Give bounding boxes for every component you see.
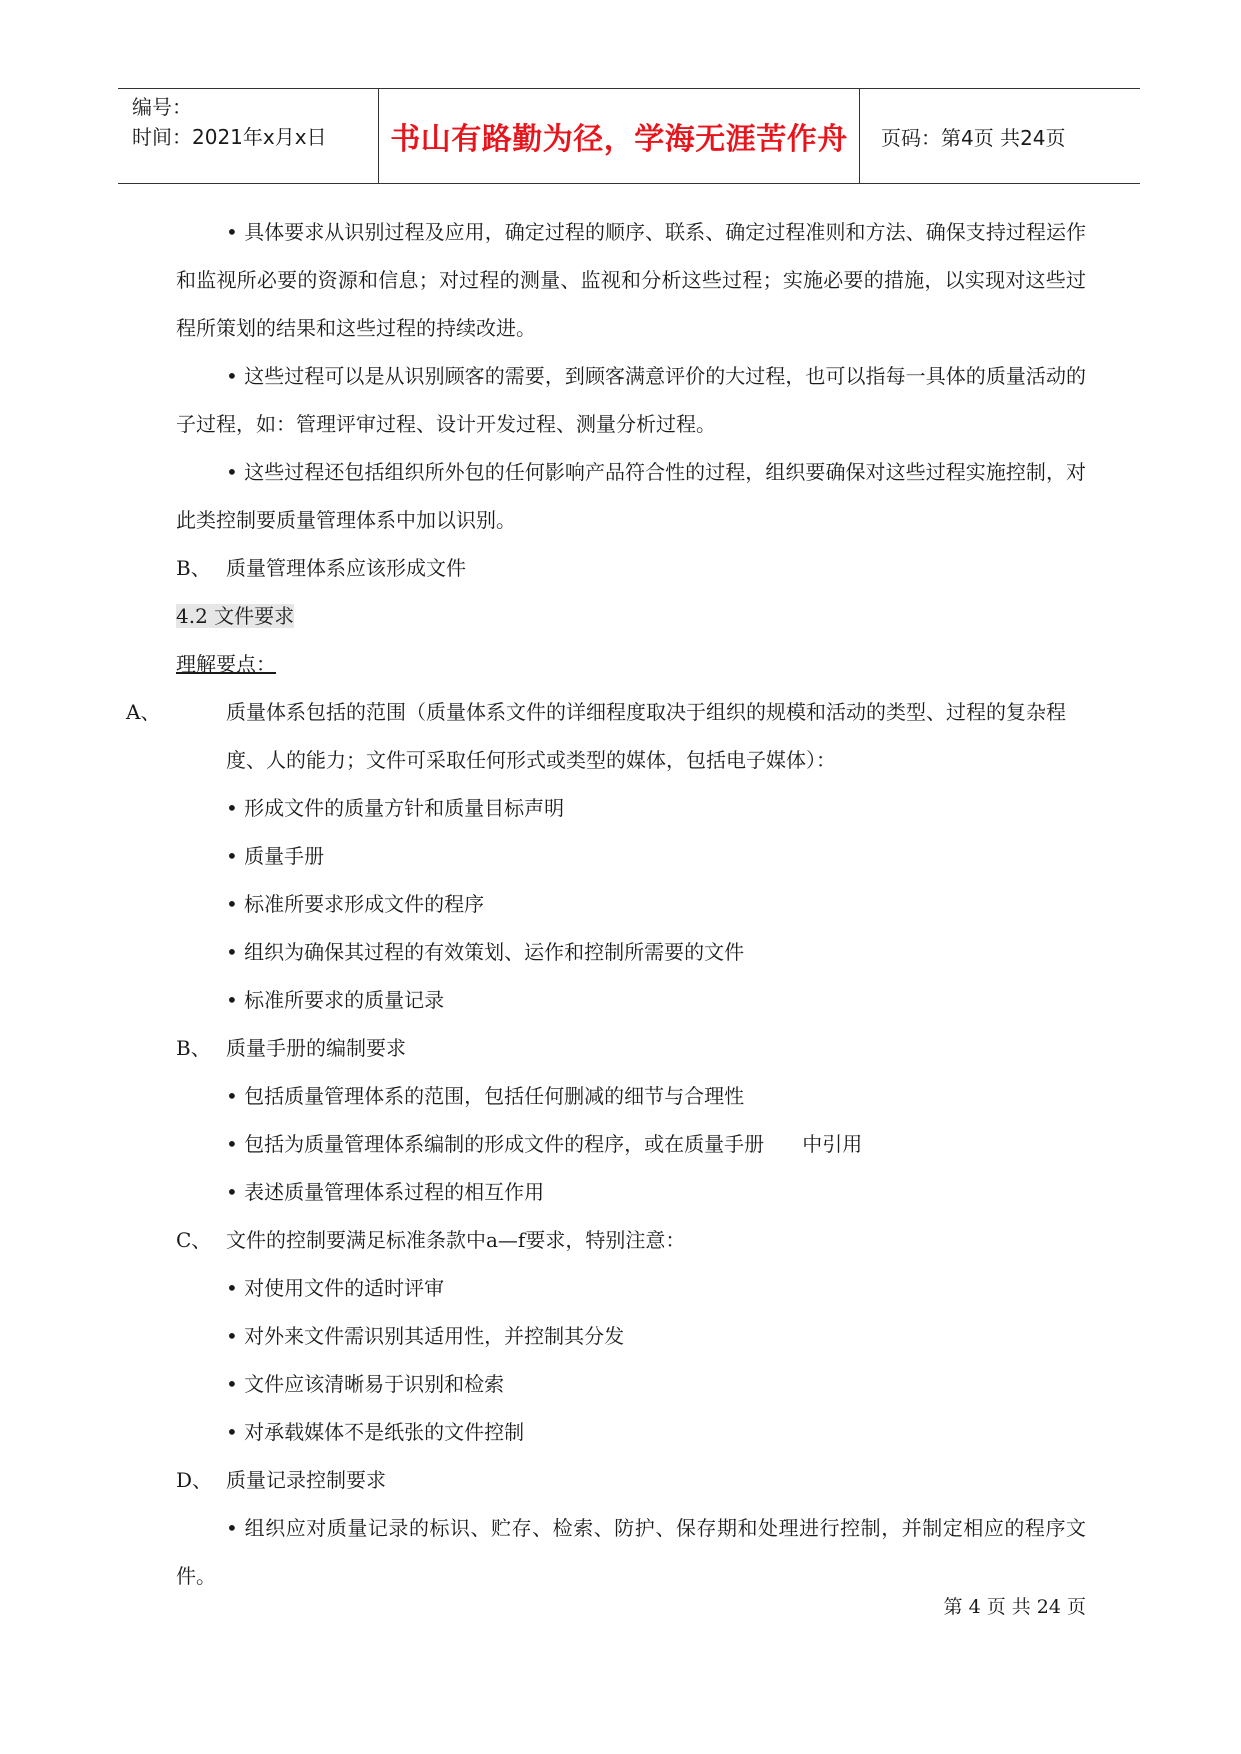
paragraph: • 具体要求从识别过程及应用，确定过程的顺序、联系、确定过程准则和方法、确保支持过程运作和监视所必要的资源和信息；对过程的测量、监视和分析这些过程；实施必要的措施，以实现对这些过程所策划的结果和这些过程的持续改进。 — [176, 220, 1086, 340]
section-heading — [176, 592, 1086, 640]
list-item: • 包括为质量管理体系编制的形成文件的程序，或在质量手册 中引用 — [226, 1132, 863, 1156]
number-label: 编号： — [132, 95, 192, 119]
heading-b2 — [176, 1024, 1086, 1072]
item-label: D、 — [176, 1468, 213, 1492]
list-item: • 标准所要求的质量记录 — [226, 988, 445, 1012]
motto: 书山有路勤为径，学海无涯苦作舟 — [390, 122, 848, 157]
item-text: 质量记录控制要求 — [226, 1468, 386, 1492]
list-item: • 表述质量管理体系过程的相互作用 — [226, 1180, 545, 1204]
list-item: • 包括质量管理体系的范围，包括任何删减的细节与合理性 — [226, 1084, 745, 1108]
item-text: 质量体系包括的范围（质量体系文件的详细程度取决于组织的规模和活动的类型、过程的复杂程度、人的能力；文件可采取任何形式或类型的媒体，包括电子媒体）： — [226, 700, 1066, 772]
document-body — [126, 208, 1086, 1600]
list-item: • 形成文件的质量方针和质量目标声明 — [226, 796, 565, 820]
item-label: C、 — [176, 1228, 212, 1252]
list-item: • 质量手册 — [226, 844, 325, 868]
item-label: B、 — [176, 1036, 211, 1060]
item-text: 质量管理体系应该形成文件 — [226, 556, 466, 580]
paragraph: • 组织应对质量记录的标识、贮存、检索、防护、保存期和处理进行控制，并制定相应的程序文件。 — [176, 1516, 1086, 1588]
list-item: • 组织为确保其过程的有效策划、运作和控制所需要的文件 — [226, 940, 745, 964]
heading-b — [176, 544, 1086, 592]
page-footer: 第 4 页 共 24 页 — [943, 1596, 1086, 1618]
understanding-label: 理解要点： — [176, 652, 276, 676]
list-item: • 对使用文件的适时评审 — [226, 1276, 445, 1300]
heading-a — [126, 688, 1086, 784]
list-item: • 文件应该清晰易于识别和检索 — [226, 1372, 505, 1396]
time-label: 时间：2021年x月x日 — [132, 125, 327, 149]
header-page-label: 页码：第4页 共24页 — [881, 125, 1066, 150]
header-page-cell — [873, 89, 1141, 183]
section-title: 4.2 文件要求 — [176, 604, 295, 628]
paragraph: • 这些过程还包括组织所外包的任何影响产品符合性的过程，组织要确保对这些过程实施控制，对此类控制要质量管理体系中加以识别。 — [176, 460, 1086, 532]
heading-d — [176, 1456, 1086, 1504]
paragraph: • 这些过程可以是从识别顾客的需要，到顾客满意评价的大过程，也可以指每一具体的质量活动的子过程，如：管理评审过程、设计开发过程、测量分析过程。 — [176, 364, 1086, 436]
header-motto-cell — [378, 89, 860, 183]
item-text: 质量手册的编制要求 — [226, 1036, 406, 1060]
item-label: A、 — [126, 700, 161, 724]
list-item: • 标准所要求形成文件的程序 — [226, 892, 485, 916]
list-item: • 对外来文件需识别其适用性，并控制其分发 — [226, 1324, 625, 1348]
understanding-heading — [176, 640, 1086, 688]
item-label: B、 — [176, 556, 211, 580]
page-header — [118, 88, 1140, 184]
list-item: • 对承载媒体不是纸张的文件控制 — [226, 1420, 525, 1444]
heading-c — [176, 1216, 1086, 1264]
item-text: 文件的控制要满足标准条款中a—f要求，特别注意： — [226, 1228, 686, 1252]
